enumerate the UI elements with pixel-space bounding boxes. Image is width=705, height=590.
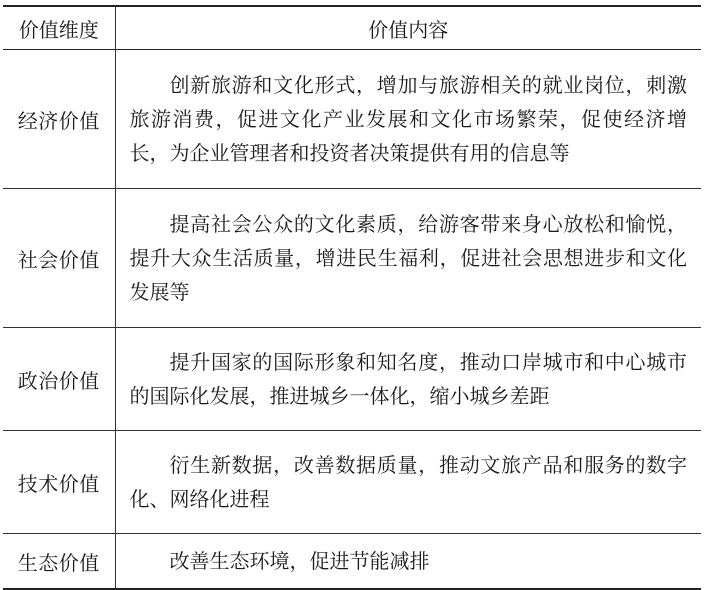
content-text: 创新旅游和文化形式，增加与旅游相关的就业岗位，刺激旅游消费，促进文化产业发展和文化市场繁荣，促使经济增长，为企业管理者和投资者决策提供有用的信息等 <box>129 73 687 165</box>
header-row <box>3 6 701 50</box>
table-row-social <box>3 189 701 328</box>
dimension-cell: 经济价值 <box>3 50 115 189</box>
header-dimension: 价值维度 <box>3 6 115 50</box>
content-cell <box>115 189 701 328</box>
content-text: 提高社会公众的文化素质，给游客带来身心放松和愉悦，提升大众生活质量，增进民生福利，促进社会思想进步和文化发展等 <box>129 212 687 304</box>
content-cell <box>115 328 701 431</box>
content-text: 衍生新数据，改善数据质量，推动文旅产品和服务的数字化、网络化进程 <box>129 453 687 511</box>
value-dimension-table <box>3 5 701 590</box>
content-text: 改善生态环境，促进节能减排 <box>169 549 430 573</box>
dimension-cell: 生态价值 <box>3 534 115 590</box>
table-row-technical <box>3 431 701 534</box>
table-row-ecological <box>3 534 701 590</box>
dimension-cell: 政治价值 <box>3 328 115 431</box>
content-cell <box>115 431 701 534</box>
content-cell <box>115 534 701 590</box>
dimension-cell: 技术价值 <box>3 431 115 534</box>
dimension-cell: 社会价值 <box>3 189 115 328</box>
content-text: 提升国家的国际形象和知名度，推动口岸城市和中心城市的国际化发展，推进城乡一体化，缩小城乡差距 <box>129 350 687 408</box>
header-content: 价值内容 <box>115 6 701 50</box>
content-cell <box>115 50 701 189</box>
table-row-political <box>3 328 701 431</box>
table-row-economic <box>3 50 701 189</box>
